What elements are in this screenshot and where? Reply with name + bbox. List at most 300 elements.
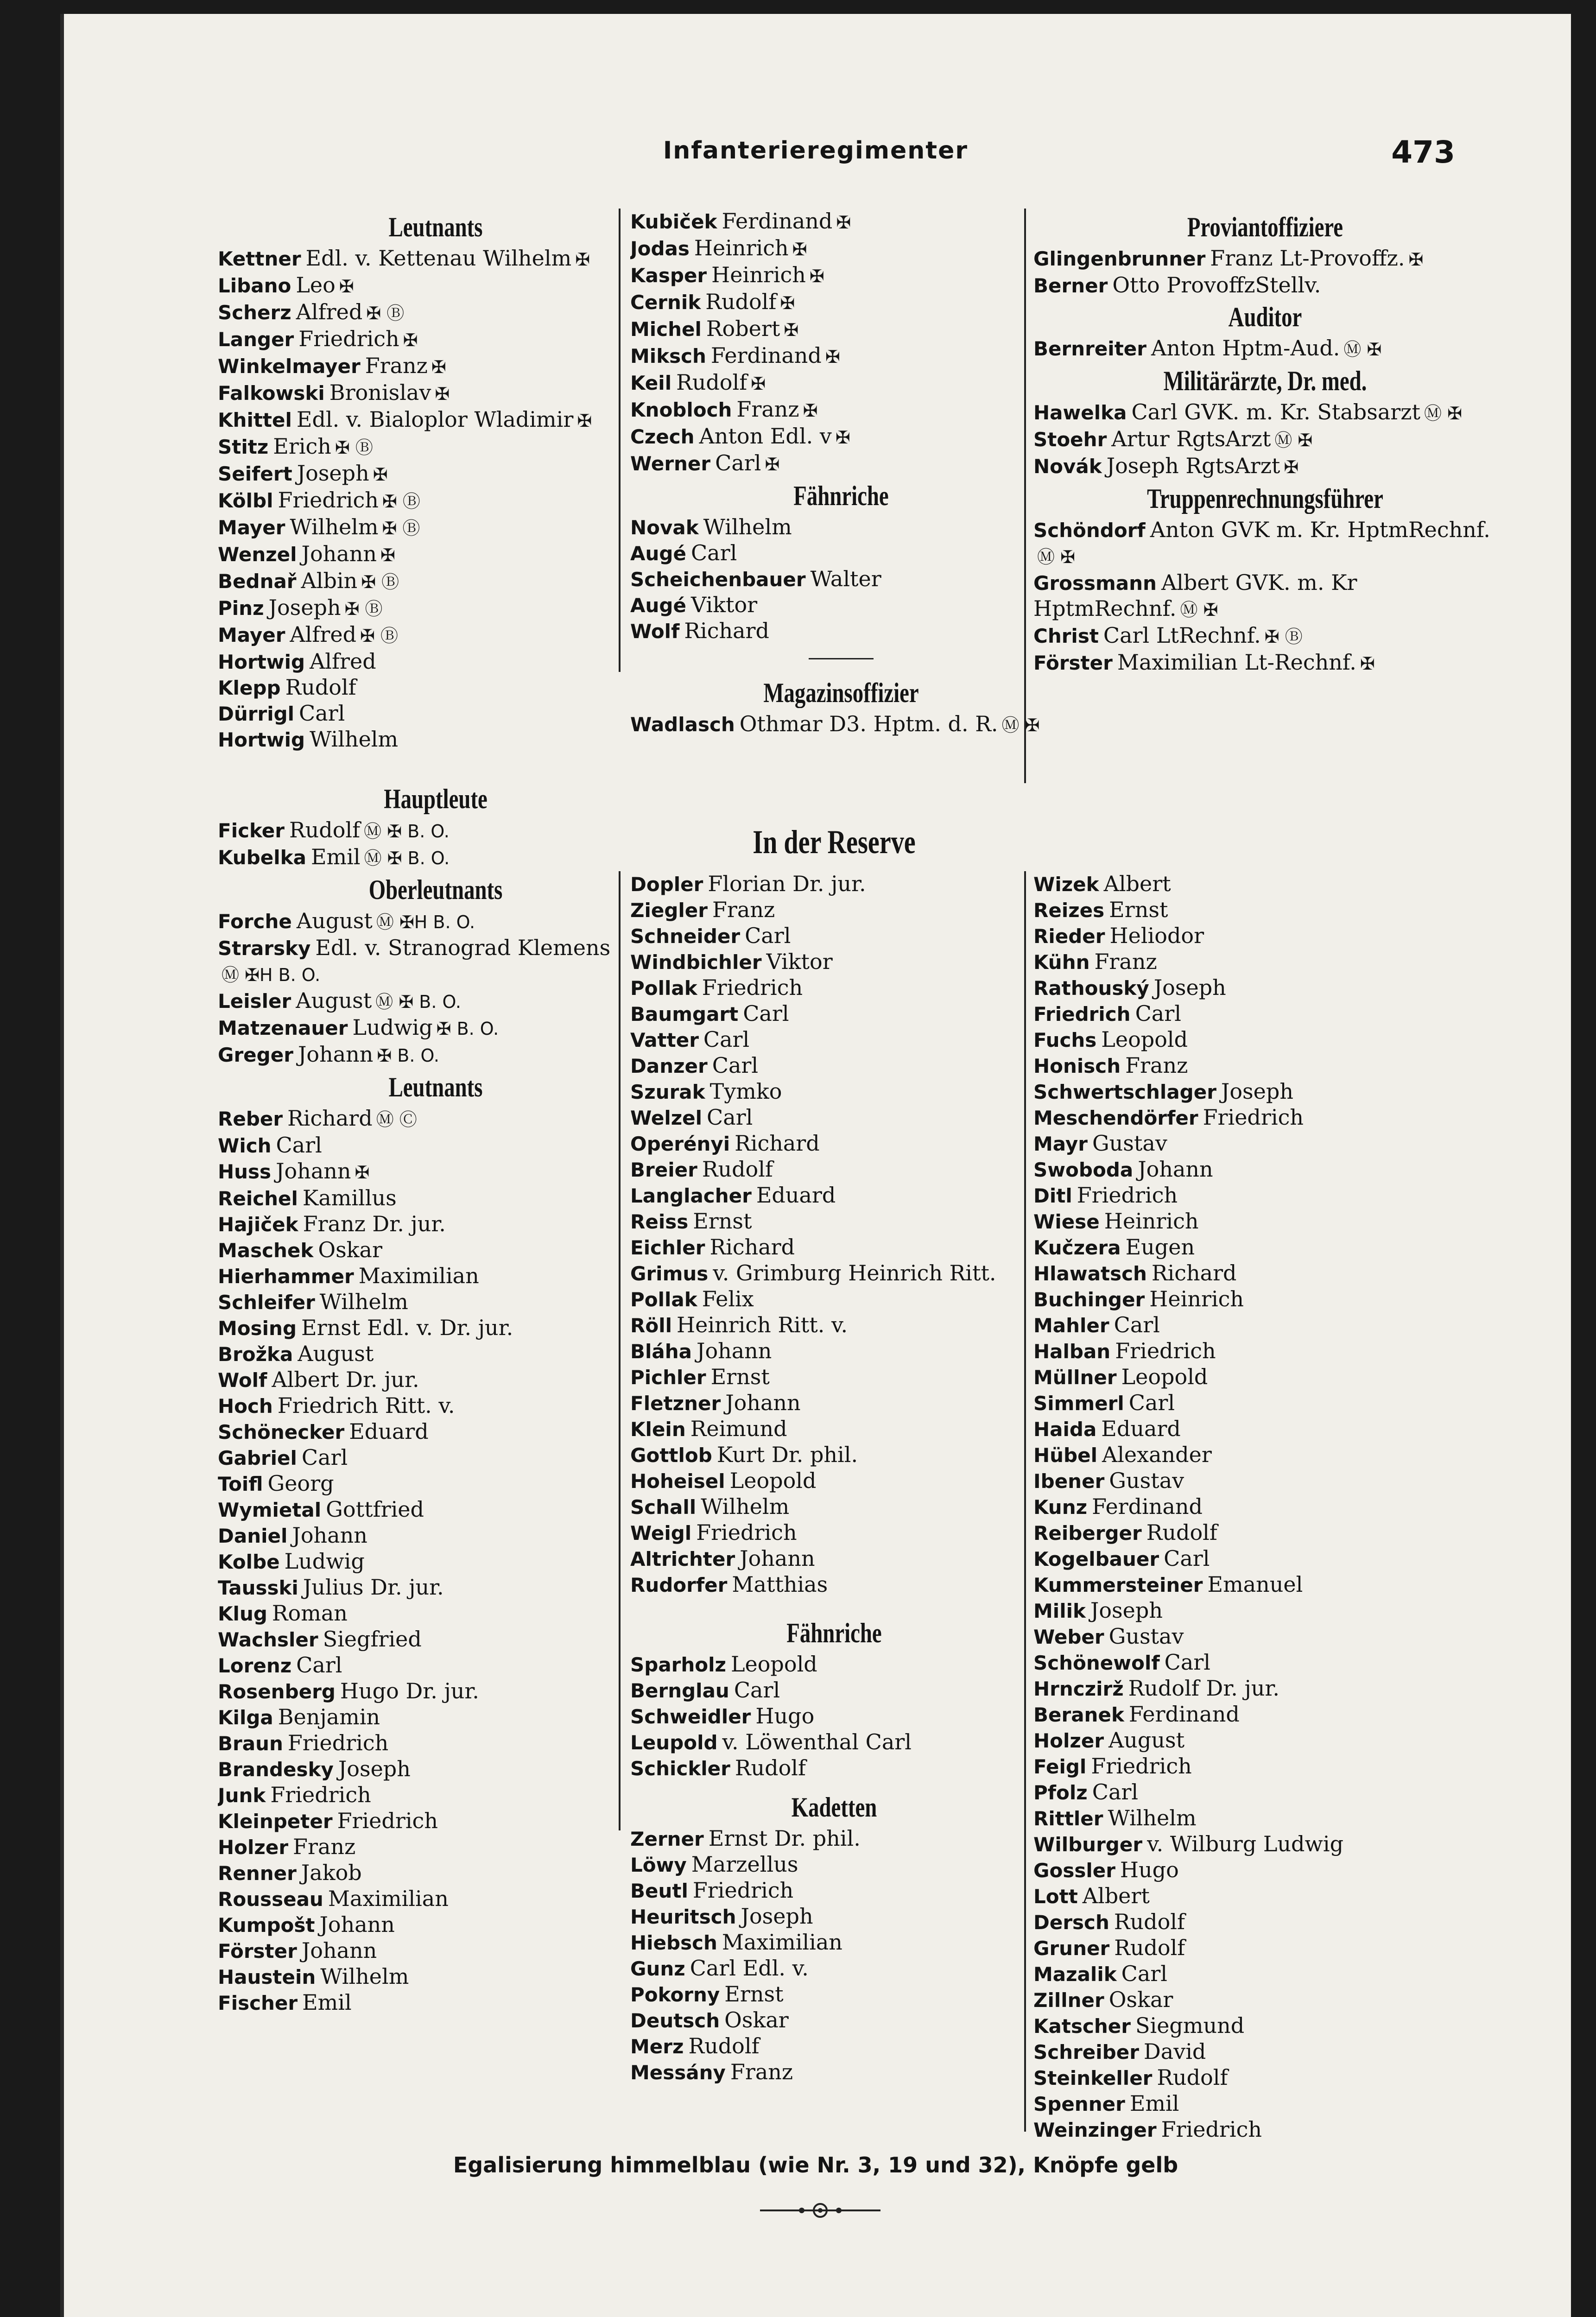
- given-name-and-title: Rudolf: [688, 2033, 760, 2058]
- list-item: [630, 923, 1038, 949]
- list-item: [1033, 1157, 1497, 1183]
- list-item: [630, 262, 1052, 289]
- decoration-icon: Ⓜ ✠: [1274, 430, 1313, 450]
- surname: Leisler: [218, 990, 291, 1013]
- given-name-and-title: Rudolf Dr. jur.: [1128, 1676, 1279, 1701]
- given-name-and-title: Carl: [707, 1105, 753, 1130]
- list-item: [1033, 1520, 1497, 1546]
- surname: Langer: [218, 328, 294, 351]
- surname: Schönewolf: [1033, 1652, 1160, 1674]
- given-name-and-title: Ferdinand: [1092, 1494, 1203, 1519]
- list-item: [630, 1981, 1038, 2007]
- surname: Rudorfer: [630, 1574, 728, 1596]
- given-name-and-title: Wilhelm: [1108, 1805, 1197, 1830]
- list-item: [218, 1237, 653, 1263]
- given-name-and-title: Friedrich: [270, 1782, 371, 1807]
- given-name-and-title: Ernst Dr. phil.: [708, 1826, 861, 1851]
- list-item: [1033, 1390, 1497, 1416]
- surname: Löwy: [630, 1854, 687, 1876]
- list-item: [218, 1185, 653, 1211]
- list-item: [630, 397, 1052, 424]
- given-name-and-title: Carl: [276, 1133, 322, 1158]
- surname: Kleinpeter: [218, 1810, 333, 1833]
- given-name-and-title: Siegmund: [1135, 2013, 1245, 2038]
- given-name-and-title: Johann: [740, 1546, 815, 1571]
- list-item: [1033, 246, 1497, 272]
- surname: Augé: [630, 542, 686, 565]
- given-name-and-title: Franz: [712, 897, 775, 922]
- surname: Pollak: [630, 1288, 697, 1311]
- list-item: [218, 299, 653, 326]
- list-item: [1033, 923, 1497, 949]
- surname: Zillner: [1033, 1989, 1104, 2012]
- surname: Welzel: [630, 1107, 703, 1129]
- surname: Werner: [630, 452, 711, 475]
- list-item: [630, 1956, 1038, 1981]
- decoration-icon: Ⓜ ✠: [1037, 547, 1075, 567]
- decoration-icon: ✠ B. O.: [377, 1045, 439, 1066]
- given-name-and-title: Edl. v. Kettenau Wilhelm: [305, 246, 572, 271]
- given-name-and-title: Florian Dr. jur.: [708, 871, 866, 896]
- surname: Gossler: [1033, 1859, 1115, 1882]
- list-militaeraerzte: [1033, 399, 1497, 480]
- list-item: [218, 1990, 653, 2016]
- list-item: [630, 1105, 1038, 1131]
- list-item: [1033, 1598, 1497, 1624]
- surname: Wilburger: [1033, 1833, 1143, 1856]
- surname: Rieder: [1033, 925, 1105, 948]
- given-name-and-title: Maximilian: [358, 1263, 479, 1288]
- list-item: [1033, 975, 1497, 1001]
- surname: Stitz: [218, 436, 269, 458]
- given-name-and-title: Julius Dr. jur.: [303, 1575, 444, 1600]
- list-item: [630, 1183, 1038, 1209]
- given-name-and-title: Anton Hptm-Aud.: [1151, 336, 1340, 361]
- surname: Brandesky: [218, 1758, 334, 1781]
- given-name-and-title: Anton Edl. v: [699, 424, 832, 449]
- list-item: [1033, 871, 1497, 897]
- decoration-icon: Ⓜ Ⓒ: [376, 1109, 417, 1130]
- list-item: [1033, 1183, 1497, 1209]
- list-item: [1033, 1546, 1497, 1572]
- list-item: [218, 935, 653, 988]
- decoration-icon: ✠: [403, 330, 418, 350]
- surname: Feigl: [1033, 1755, 1087, 1778]
- decoration-icon: ✠ B. O.: [436, 1019, 499, 1039]
- surname: Cernik: [630, 291, 701, 314]
- list-item: [630, 1652, 1038, 1678]
- given-name-and-title: Emil: [302, 1990, 352, 2015]
- list-proviantoffiziere: [1033, 246, 1497, 298]
- list-item: [1033, 453, 1497, 480]
- given-name-and-title: Heinrich Ritt. v.: [677, 1312, 848, 1337]
- decoration-icon: ✠ Ⓑ: [366, 303, 405, 323]
- given-name-and-title: Alfred: [310, 649, 376, 674]
- given-name-and-title: Emil: [310, 844, 361, 869]
- list-item: [1033, 1364, 1497, 1390]
- given-name-and-title: Carl: [1114, 1312, 1160, 1337]
- list-item: [218, 1211, 653, 1237]
- list-item: [630, 424, 1052, 450]
- list-item: [218, 1575, 653, 1601]
- decoration-icon: ✠: [355, 1162, 370, 1183]
- surname: Gottlob: [630, 1444, 712, 1467]
- given-name-and-title: Hugo: [1120, 1857, 1179, 1882]
- surname: Haida: [1033, 1418, 1097, 1441]
- surname: Buchinger: [1033, 1288, 1145, 1311]
- given-name-and-title: Franz: [1125, 1053, 1188, 1078]
- surname: Scheichenbauer: [630, 568, 806, 591]
- surname: Ditl: [1033, 1184, 1072, 1207]
- given-name-and-title: Wilhelm: [290, 514, 379, 539]
- given-name-and-title: Leopold: [1101, 1027, 1188, 1052]
- given-name-and-title: Marzellus: [691, 1852, 798, 1877]
- given-name-and-title: Ferdinand: [722, 209, 833, 234]
- list-item: [1033, 1260, 1497, 1286]
- decoration-icon: ✠: [575, 249, 590, 270]
- surname: Bednař: [218, 570, 297, 593]
- given-name-and-title: Ferdinand: [710, 343, 822, 368]
- decoration-icon: ✠: [380, 545, 395, 565]
- surname: Matzenauer: [218, 1017, 348, 1039]
- divider: [809, 658, 874, 659]
- decoration-icon: ✠: [339, 276, 354, 297]
- list-item: [1033, 1053, 1497, 1079]
- given-name-and-title: Carl: [734, 1678, 780, 1703]
- given-name-and-title: Ernst: [693, 1209, 752, 1234]
- given-name-and-title: Albert: [1082, 1883, 1150, 1908]
- surname: Klein: [630, 1418, 686, 1441]
- list-item: [218, 1263, 653, 1289]
- given-name-and-title: v. Grimburg Heinrich Ritt.: [713, 1260, 996, 1285]
- given-name-and-title: Heinrich: [1104, 1209, 1199, 1234]
- list-item: [218, 1834, 653, 1860]
- list-item: [218, 1860, 653, 1886]
- surname: Kühn: [1033, 951, 1090, 974]
- surname: Klug: [218, 1602, 267, 1625]
- surname: Kölbl: [218, 489, 273, 512]
- list-item: [630, 1416, 1038, 1442]
- list-item: [1033, 1728, 1497, 1754]
- surname: Szurak: [630, 1081, 705, 1103]
- given-name-and-title: Ferdinand: [1128, 1702, 1240, 1727]
- list-item: [1033, 1442, 1497, 1468]
- given-name-and-title: Tymko: [709, 1079, 782, 1104]
- surname: Mahler: [1033, 1314, 1109, 1337]
- list-item: [1033, 1805, 1497, 1831]
- list-item: [218, 844, 653, 871]
- given-name-and-title: Alfred: [296, 299, 363, 324]
- surname: Jodas: [630, 237, 690, 260]
- surname: Weinzinger: [1033, 2119, 1157, 2141]
- given-name-and-title: Hugo: [755, 1703, 815, 1728]
- list-item: [630, 1904, 1038, 1930]
- given-name-and-title: Rudolf: [735, 1755, 806, 1780]
- list-item: [630, 1468, 1038, 1494]
- surname: Pfolz: [1033, 1781, 1088, 1804]
- decoration-icon: Ⓜ ✠H B. O.: [376, 912, 475, 932]
- decoration-icon: ✠ Ⓑ: [382, 518, 420, 538]
- surname: Schönecker: [218, 1421, 345, 1443]
- list-item: [218, 1652, 653, 1678]
- list-item: [218, 1289, 653, 1315]
- surname: Toifl: [218, 1473, 263, 1495]
- surname: Operényi: [630, 1133, 730, 1155]
- surname: Langlacher: [630, 1184, 752, 1207]
- given-name-and-title: Joseph: [1090, 1598, 1163, 1623]
- list-item: [218, 326, 653, 353]
- section-heading-magazinsoffizier: Magazinsoffizier: [763, 677, 919, 708]
- list-magazinsoffizier: [630, 711, 1052, 738]
- surname: Sparholz: [630, 1653, 726, 1676]
- given-name-and-title: Franz: [365, 353, 428, 378]
- list-item: [218, 649, 653, 675]
- list-item: [1033, 399, 1497, 426]
- given-name-and-title: Heinrich: [711, 262, 806, 287]
- given-name-and-title: Richard: [287, 1106, 373, 1131]
- given-name-and-title: Erich: [273, 434, 331, 459]
- section-heading-oberleutnants: Oberleutnants: [368, 874, 503, 905]
- given-name-and-title: Carl: [1135, 1001, 1181, 1026]
- given-name-and-title: Friedrich: [696, 1520, 797, 1545]
- given-name-and-title: Rudolf: [705, 289, 777, 314]
- surname: Simmerl: [1033, 1392, 1124, 1415]
- surname: Kasper: [630, 264, 707, 287]
- surname: Ibener: [1033, 1470, 1105, 1493]
- given-name-and-title: Friedrich: [337, 1808, 438, 1833]
- list-item: [630, 1755, 1038, 1781]
- list-faehnriche: [630, 514, 1052, 644]
- given-name-and-title: v. Löwenthal Carl: [722, 1729, 912, 1754]
- surname: Schwertschlager: [1033, 1081, 1216, 1103]
- list-item: [218, 1808, 653, 1834]
- surname: Grimus: [630, 1262, 709, 1285]
- given-name-and-title: Joseph: [297, 461, 369, 486]
- list-item: [218, 1782, 653, 1808]
- surname: Beutl: [630, 1880, 688, 1902]
- decoration-icon: Ⓜ ✠ B. O.: [364, 821, 450, 842]
- surname: Hrnczirž: [1033, 1678, 1124, 1700]
- surname: Haustein: [218, 1966, 316, 1988]
- list-item: [218, 1730, 653, 1756]
- given-name-and-title: Leopold: [730, 1652, 817, 1677]
- list-item: [1033, 1650, 1497, 1676]
- section-heading-proviantoffiziere: Proviantoffiziere: [1187, 212, 1343, 242]
- decoration-icon: ✠: [784, 320, 799, 340]
- surname: Kumpošt: [218, 1914, 315, 1937]
- surname: Honisch: [1033, 1055, 1121, 1077]
- surname: Rosenberg: [218, 1680, 336, 1703]
- surname: Kubelka: [218, 846, 306, 869]
- list-item: [218, 461, 653, 487]
- list-item: [218, 1678, 653, 1704]
- list-item: [218, 380, 653, 407]
- surname: Kunz: [1033, 1496, 1088, 1519]
- decoration-icon: ✠: [751, 374, 766, 394]
- section-heading-auditor: Auditor: [1228, 302, 1302, 332]
- list-item: [630, 1930, 1038, 1956]
- list-item: [1033, 570, 1497, 623]
- given-name-and-title: Eduard: [1101, 1416, 1181, 1441]
- list-reserve-right: [1033, 871, 1497, 2143]
- list-item: [1033, 623, 1497, 650]
- given-name-and-title: August: [296, 908, 373, 933]
- given-name-and-title: Carl: [1164, 1546, 1210, 1571]
- surname: Gabriel: [218, 1447, 297, 1469]
- given-name-and-title: Leo: [296, 272, 336, 298]
- list-item: [630, 1286, 1038, 1312]
- given-name-and-title: Johann: [298, 1042, 374, 1067]
- surname: Wizek: [1033, 873, 1099, 896]
- given-name-and-title: Kurt Dr. phil.: [716, 1442, 858, 1467]
- page-edge: [60, 14, 64, 2317]
- surname: Miksch: [630, 345, 706, 367]
- surname: Beranek: [1033, 1703, 1124, 1726]
- column-right-reserve: [1033, 871, 1497, 2143]
- given-name-and-title: Friedrich: [287, 1730, 389, 1755]
- list-item: [1033, 1572, 1497, 1598]
- given-name-and-title: Rudolf: [1114, 1909, 1185, 1934]
- given-name-and-title: Oskar: [1108, 1987, 1173, 2012]
- given-name-and-title: Carl Edl. v.: [690, 1956, 809, 1981]
- given-name-and-title: Heinrich: [1149, 1286, 1244, 1311]
- given-name-and-title: Heinrich: [694, 235, 789, 260]
- surname: Mazalik: [1033, 1963, 1117, 1986]
- list-item: [218, 622, 653, 649]
- list-item: [630, 1442, 1038, 1468]
- list-item: [630, 2059, 1038, 2085]
- surname: Glingenbrunner: [1033, 247, 1206, 270]
- surname: Schreiber: [1033, 2041, 1139, 2064]
- list-item: [1033, 1909, 1497, 1935]
- surname: Windbichler: [630, 951, 762, 974]
- given-name-and-title: Rudolf: [289, 817, 361, 842]
- list-item: [218, 1367, 653, 1393]
- decoration-icon: ✠: [780, 293, 795, 313]
- list-item: [1033, 1105, 1497, 1131]
- surname: Khittel: [218, 409, 292, 431]
- surname: Reiberger: [1033, 1522, 1142, 1545]
- given-name-and-title: Carl: [1121, 1961, 1167, 1986]
- given-name-and-title: Albert Dr. jur.: [272, 1367, 419, 1392]
- surname: Wolf: [218, 1369, 267, 1392]
- list-item: [630, 2033, 1038, 2059]
- surname: Wadlasch: [630, 713, 735, 736]
- list-item: [630, 1312, 1038, 1338]
- surname: Reber: [218, 1108, 283, 1130]
- decoration-icon: Ⓜ ✠ B. O.: [364, 848, 450, 868]
- surname: Hortwig: [218, 651, 305, 673]
- list-item: [218, 1704, 653, 1730]
- surname: Grossmann: [1033, 572, 1157, 595]
- decoration-icon: ✠: [809, 266, 824, 286]
- given-name-and-title: Eugen: [1125, 1234, 1195, 1260]
- surname: Kilga: [218, 1706, 273, 1729]
- given-name-and-title: David: [1143, 2039, 1206, 2064]
- given-name-and-title: Carl: [703, 1027, 750, 1052]
- given-name-and-title: Rudolf: [1157, 2065, 1228, 2090]
- surname: Zerner: [630, 1828, 704, 1850]
- surname: Meschendörfer: [1033, 1107, 1198, 1129]
- list-item: [630, 1338, 1038, 1364]
- given-name-and-title: Reimund: [690, 1416, 787, 1441]
- surname: Schall: [630, 1496, 697, 1519]
- list-item: [630, 1494, 1038, 1520]
- list-item: [630, 1703, 1038, 1729]
- decoration-icon: ✠ Ⓑ: [335, 437, 373, 458]
- list-item: [630, 1079, 1038, 1105]
- given-name-and-title: Franz Lt-Provoffz.: [1210, 246, 1405, 271]
- given-name-and-title: Richard: [1151, 1260, 1237, 1285]
- list-item: [218, 1523, 653, 1549]
- list-item: [630, 592, 1052, 618]
- surname: Brožka: [218, 1343, 293, 1366]
- given-name-and-title: Benjamin: [278, 1704, 380, 1729]
- list-item: [630, 540, 1052, 566]
- list-item: [1033, 1338, 1497, 1364]
- surname: Lorenz: [218, 1654, 292, 1677]
- section-heading-faehnriche: Fähnriche: [793, 481, 889, 511]
- column-middle: [630, 209, 1052, 738]
- list-item: [1033, 1312, 1497, 1338]
- list-item: [630, 316, 1052, 343]
- decoration-icon: ✠: [373, 464, 388, 485]
- list-item: [1033, 1079, 1497, 1105]
- given-name-and-title: Maximilian: [722, 1930, 842, 1955]
- surname: Greger: [218, 1044, 293, 1066]
- footer-note: Egalisierung himmelblau (wie Nr. 3, 19 und 32), Knöpfe gelb: [453, 2152, 1178, 2178]
- surname: Dürrigl: [218, 703, 295, 725]
- surname: Schöndorf: [1033, 519, 1146, 542]
- list-item: [630, 1053, 1038, 1079]
- surname: Eichler: [630, 1236, 705, 1259]
- surname: Ficker: [218, 819, 285, 842]
- given-name-and-title: Franz: [736, 397, 799, 422]
- list-item: [630, 1027, 1038, 1053]
- surname: Baumgart: [630, 1003, 739, 1026]
- list-item: [1033, 1416, 1497, 1442]
- decoration-icon: Ⓜ ✠: [1001, 715, 1040, 735]
- given-name-and-title: Johann: [301, 1938, 377, 1963]
- given-name-and-title: Albert GVK. m. Kr HptmRechnf.: [1033, 570, 1357, 621]
- list-item: [630, 1729, 1038, 1755]
- list-item: [218, 1133, 653, 1158]
- surname: Rousseau: [218, 1888, 323, 1911]
- running-head: Infanterieregimenter: [663, 137, 969, 165]
- list-item: [1033, 1857, 1497, 1883]
- decoration-icon: Ⓜ ✠H B. O.: [222, 965, 321, 985]
- list-item: [218, 1549, 653, 1575]
- given-name-and-title: Siegfried: [323, 1627, 422, 1652]
- list-item: [1033, 1027, 1497, 1053]
- given-name-and-title: Franz Dr. jur.: [303, 1211, 446, 1236]
- given-name-and-title: Emanuel: [1207, 1572, 1303, 1597]
- given-name-and-title: Friedrich Ritt. v.: [277, 1393, 455, 1418]
- given-name-and-title: August: [296, 988, 372, 1013]
- surname: Ziegler: [630, 899, 708, 922]
- decoration-icon: ✠: [792, 239, 807, 260]
- list-item: [1033, 272, 1497, 298]
- given-name-and-title: Edl. v. Bialoplor Wladimir: [296, 407, 574, 432]
- given-name-and-title: Johann: [319, 1912, 395, 1937]
- decoration-icon: ✠: [803, 400, 818, 421]
- surname: Holzer: [1033, 1729, 1104, 1752]
- given-name-and-title: Johann: [292, 1523, 367, 1548]
- surname: Mosing: [218, 1317, 297, 1340]
- given-name-and-title: Maximilian Lt-Rechnf.: [1117, 650, 1356, 675]
- section-heading-leutnants: Leutnants: [388, 212, 483, 242]
- list-item: [218, 514, 653, 541]
